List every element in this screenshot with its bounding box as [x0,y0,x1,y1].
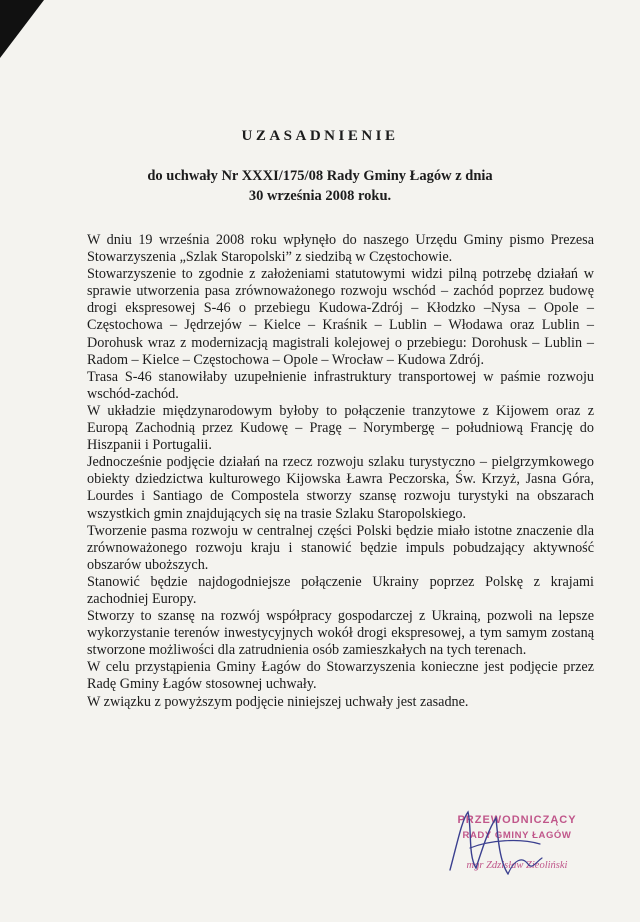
stamp-council: RADY GMINY ŁAGÓW [462,830,572,841]
paragraph: W związku z powyższym podjęcie niniejszej uchwały jest zasadne. [87,693,469,710]
paragraph: Trasa S-46 stanowiłaby uzupełnienie infrastruktury transportowej w paśmie rozwoju wschód-zachód. [87,368,594,402]
subtitle-line-1: do uchwały Nr XXXI/175/08 Rady Gminy Łagów z dnia [147,168,493,184]
stamp-title: PRZEWODNICZĄCY [457,814,577,826]
document-subtitle [0,166,640,206]
scan-corner-shadow [0,0,44,58]
subtitle-line-2: 30 września 2008 roku. [248,188,392,204]
document-title: UZASADNIENIE [241,128,399,144]
paragraph: Jednocześnie podjęcie działań na rzecz rozwoju szlaku turystyczno – pielgrzymkowego obiekty dziedzictwa kulturowego Kijowska Ławra Peczorska, Św. Krzyż, Jasna Góra, Lourdes i Santiago de Compostela stworzy szansę rozwoju turystyki na obszarach wszystkich gmin znajdujących się na trasie Szlaku Staropolskiego. [87,454,594,522]
paragraph: Tworzenie pasma rozwoju w centralnej części Polski będzie miało istotne znaczenie dla zrównoważonego rozwoju kraju i stanowić będzie impuls pobudzający aktywność obszarów uboższych. [87,522,594,573]
paragraph: Stowarzyszenie to zgodnie z założeniami statutowymi widzi pilną potrzebę działań w sprawie utworzenia pasa zrównoważonego rozwoju wschód – zachód poprzez budowę drogi ekspresowej S-46 o przebiegu Kudowa-Zdrój – Kłodzko –Nysa – Opole – Częstochowa – Jędrzejów – Kielce – Kraśnik – Lublin – Włodawa oraz Lublin – Dorohusk wraz z modernizacją magistrali kolejowej o przebiegu: Dorohusk – Lublin – Radom – Kielce – Częstochowa – Opole – Wrocław – Kudowa Zdrój. [87,266,594,368]
handwritten-signature [410,800,620,900]
paragraph: Stworzy to szansę na rozwój współpracy gospodarczej z Ukrainą, pozwoli na lepsze wykorzystanie terenów inwestycyjnych wokół drogi ekspresowej, a tym samym zostaną stworzone możliwości dla zatrudnienia osób zamieszkałych na tych terenach. [87,608,594,659]
paragraph: W dniu 19 września 2008 roku wpłynęło do naszego Urzędu Gminy pismo Prezesa Stowarzyszenia „Szlak Staropolski” z siedzibą w Częstochowie. [87,232,594,266]
paragraph: W celu przystąpienia Gminy Łagów do Stowarzyszenia konieczne jest podjęcie przez Radę Gminy Łagów stosownej uchwały. [87,659,594,693]
paragraph: Stanowić będzie najdogodniejsze połączenie Ukrainy poprzez Polskę z krajami zachodniej Europy. [87,573,594,607]
document-body [87,232,594,711]
paragraph: W układzie międzynarodowym byłoby to połączenie tranzytowe z Kijowem oraz z Europą Zachodnią przez Kudowę – Pragę – Norymbergę – południową Francję do Hiszpanii i Portugalii. [87,402,594,454]
stamp-name: mgr Zdzisław Zieoliński [466,860,568,871]
